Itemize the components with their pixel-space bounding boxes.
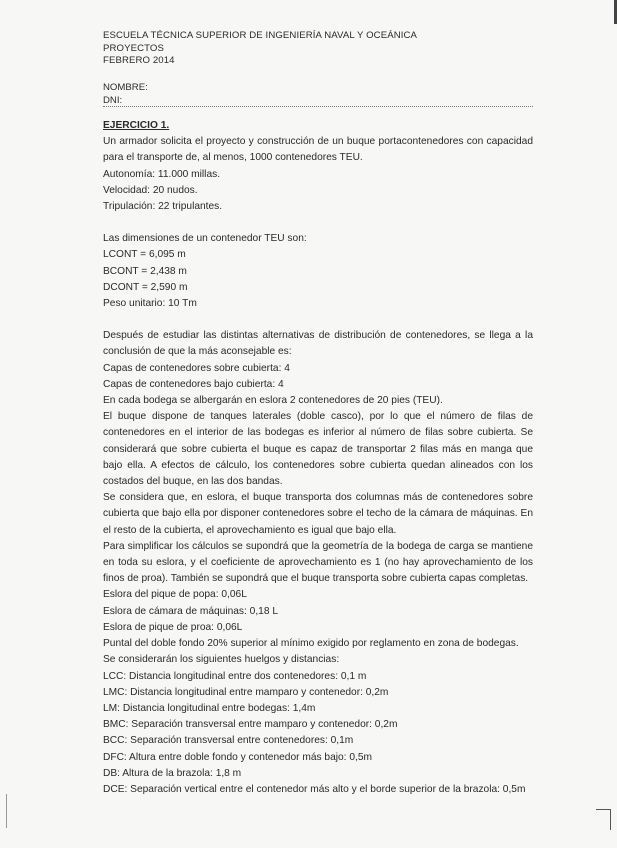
- dni-label: DNI:: [103, 94, 123, 106]
- name-label: NOMBRE:: [103, 82, 148, 93]
- course-name: PROYECTOS: [103, 42, 164, 54]
- dfc-line: DFC: Altura entre doble fondo y contenedor más bajo: 0,5m: [103, 751, 372, 763]
- columns-paragraph: Se considera que, en eslora, el buque transporta dos columnas más de contenedores sobre cubierta que bajo ella por disponer contenedores sobre el techo de la cámara de máquinas. En el resto de la cubierta, el aprovechamiento es igual que bajo ella.: [103, 492, 533, 536]
- weight-line: Peso unitario: 10 Tm: [103, 298, 197, 310]
- lmc-line: LMC: Distancia longitudinal entre mamparo y contenedor: 0,2m: [103, 686, 389, 698]
- lm-line: LM: Distancia longitudinal entre bodegas: 1,4m: [103, 702, 316, 714]
- tanks-paragraph: El buque dispone de tanques laterales (doble casco), por lo que el número de filas de contenedores en el interior de las bodegas es inferior al número de filas sobre cubierta. Se considerará que sobre cubierta el buque es capaz de transportar 2 filas más en manga que bajo ella. A efectos de cálculo, los contenedores sobre cubierta quedan alineados con los costados del buque, en las dos bandas.: [103, 411, 533, 488]
- exercise-title: EJERCICIO 1.: [103, 120, 170, 131]
- document-header: [103, 30, 417, 68]
- scan-corner-mark: [596, 809, 611, 830]
- bmc-line: BMC: Separación transversal entre mamparo y contenedor: 0,2m: [103, 719, 398, 731]
- db-line: DB: Altura de la brazola: 1,8 m: [103, 767, 242, 779]
- double-bottom-line: Puntal del doble fondo 20% superior al mínimo exigido por reglamento en zona de bodegas.: [103, 638, 519, 650]
- lcc-line: LCC: Distancia longitudinal entre dos contenedores: 0,1 m: [103, 670, 367, 682]
- scan-edge-shadow: [0, 794, 7, 828]
- bcc-line: BCC: Separación transversal entre contenedores: 0,1m: [103, 735, 354, 747]
- engine-room-line: Eslora de cámara de máquinas: 0,18 L: [103, 605, 278, 617]
- layers-below-line: Capas de contenedores bajo cubierta: 4: [103, 378, 284, 390]
- spacer: [103, 312, 533, 328]
- autonomy-line: Autonomía: 11.000 millas.: [103, 168, 221, 180]
- hold-capacity-line: En cada bodega se albergarán en eslora 2 contenedores de 20 pies (TEU).: [103, 395, 443, 407]
- exam-date: FEBRERO 2014: [103, 55, 175, 66]
- simplify-paragraph: Para simplificar los cálculos se supondrá que la geometría de la bodega de carga se mantiene en toda su eslora, y el coeficiente de aprovechamiento es 1 (no hay aprovechamiento de los finos de proa). También se supondrá que el buque transporta sobre cubierta capas completas.: [103, 540, 533, 585]
- fore-peak-line: Eslora de pique de proa: 0,06L: [103, 621, 243, 633]
- bcont-line: BCONT = 2,438 m: [103, 265, 187, 277]
- dcont-line: DCONT = 2,590 m: [103, 281, 188, 293]
- study-paragraph: Después de estudiar las distintas alternativas de distribución de contenedores, se llega a la conclusión de que la más aconsejable es:: [103, 330, 533, 358]
- intro-paragraph: Un armador solicita el proyecto y construcción de un buque portacontenedores con capacidad para el transporte de, al menos, 1000 contenedores TEU.: [103, 136, 533, 164]
- divider-line: [103, 106, 533, 107]
- student-id-block: [103, 82, 148, 107]
- speed-line: Velocidad: 20 nudos.: [103, 184, 198, 196]
- dimensions-intro: Las dimensiones de un contenedor TEU son:: [103, 233, 307, 245]
- lcont-line: LCONT = 6,095 m: [103, 249, 186, 261]
- clearances-intro: Se considerarán los siguientes huelgos y distancias:: [103, 654, 340, 666]
- aft-peak-line: Eslora del pique de popa: 0,06L: [103, 589, 247, 601]
- spacer: [103, 215, 533, 231]
- crew-line: Tripulación: 22 tripulantes.: [103, 201, 223, 213]
- exercise-body: [103, 118, 533, 798]
- dce-line: DCE: Separación vertical entre el contenedor más alto y el borde superior de la brazola: 0,5m: [103, 783, 526, 795]
- layers-above-line: Capas de contenedores sobre cubierta: 4: [103, 362, 290, 374]
- school-name: ESCUELA TÉCNICA SUPERIOR DE INGENIERÍA NAVAL Y OCEÁNICA: [103, 30, 418, 41]
